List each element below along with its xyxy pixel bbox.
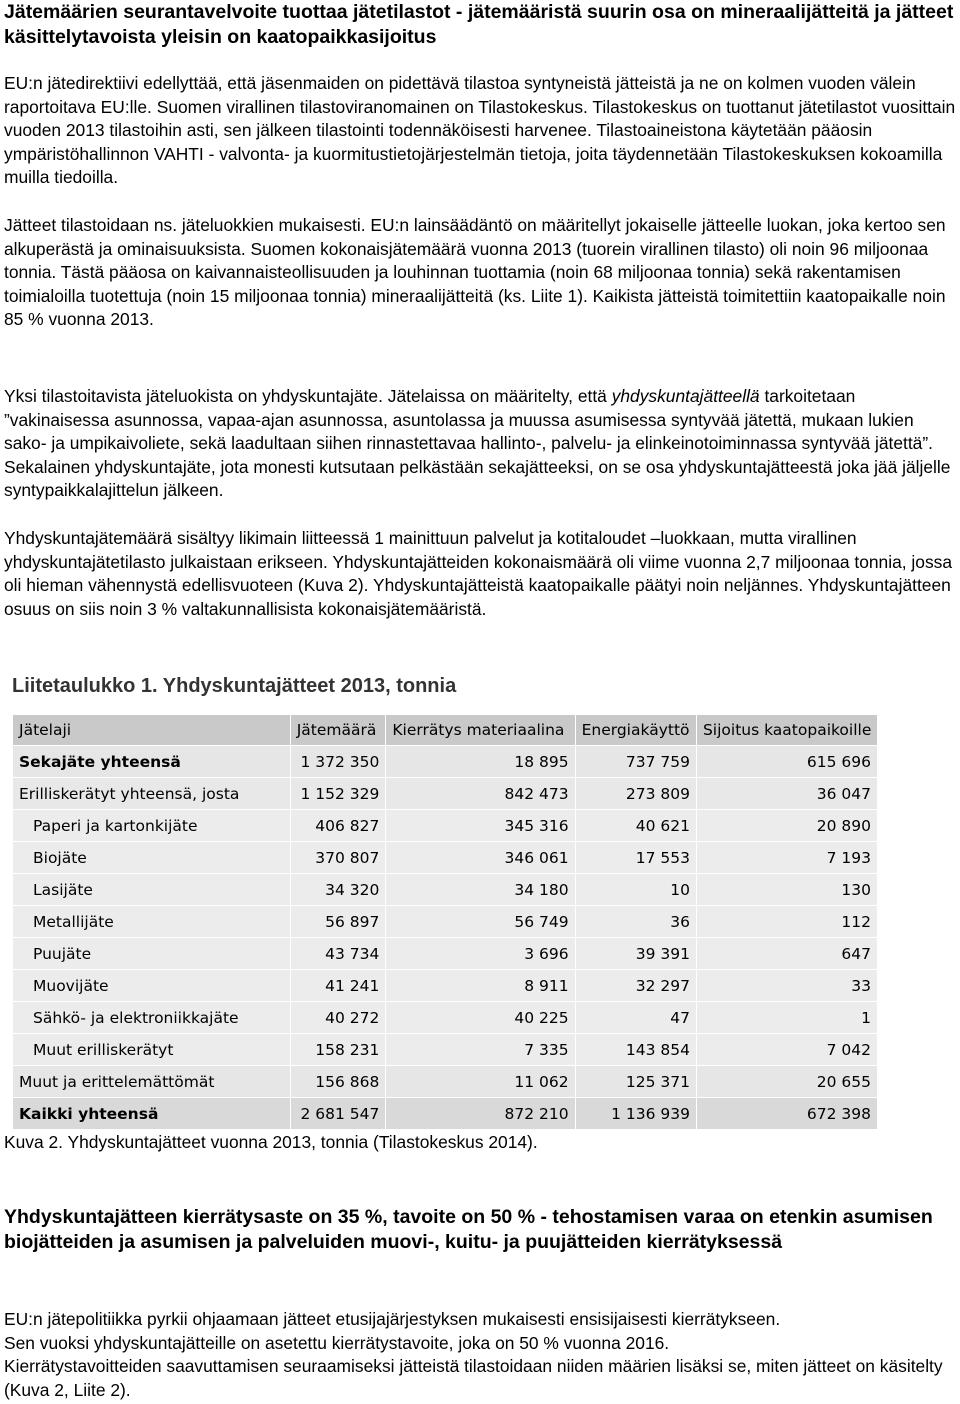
cell-recycling: 8 911 <box>386 970 575 1002</box>
cell-landfill: 112 <box>696 906 877 938</box>
cell-landfill: 7 193 <box>696 842 877 874</box>
cell-waste-type: Muut erilliskerätyt <box>13 1034 291 1066</box>
cell-energy-use: 36 <box>575 906 696 938</box>
cell-landfill: 7 042 <box>696 1034 877 1066</box>
cell-waste-type: Muut ja erittelemättömät <box>13 1066 291 1098</box>
cell-recycling: 34 180 <box>386 874 575 906</box>
cell-landfill: 1 <box>696 1002 877 1034</box>
paragraph-eu-waste-policy <box>4 1308 956 1402</box>
cell-energy-use: 1 136 939 <box>575 1098 696 1130</box>
table-row <box>13 1098 878 1130</box>
cell-amount: 43 734 <box>290 938 386 970</box>
cell-waste-type: Kaikki yhteensä <box>13 1098 291 1130</box>
policy-line-2: Sen vuoksi yhdyskuntajätteille on asetettu kierrätystavoite, joka on 50 % vuonna 2016. <box>4 1332 670 1353</box>
cell-energy-use: 39 391 <box>575 938 696 970</box>
header-recycling: Kierrätys materiaalina <box>386 715 575 746</box>
cell-waste-type: Paperi ja kartonkijäte <box>13 810 291 842</box>
cell-landfill: 20 890 <box>696 810 877 842</box>
table-row <box>13 906 878 938</box>
cell-landfill: 130 <box>696 874 877 906</box>
cell-amount: 1 372 350 <box>290 746 386 778</box>
table-row <box>13 874 878 906</box>
policy-line-1: EU:n jätepolitiikka pyrkii ohjaamaan jätteet etusijajärjestyksen mukaisesti ensisijaisesti kierrätykseen. <box>4 1309 781 1329</box>
figure-caption: Kuva 2. Yhdyskuntajätteet vuonna 2013, tonnia (Tilastokeskus 2014). <box>4 1132 538 1152</box>
cell-recycling: 872 210 <box>386 1098 575 1130</box>
table-row <box>13 970 878 1002</box>
cell-recycling: 345 316 <box>386 810 575 842</box>
cell-landfill: 615 696 <box>696 746 877 778</box>
policy-line-3: Kierrätystavoitteiden saavuttamisen seuraamiseksi jätteistä tilastoidaan niiden määrien lisäksi se, miten jätteet on käsitelty (Kuva 2, Liite 2). <box>4 1356 943 1400</box>
cell-recycling: 346 061 <box>386 842 575 874</box>
table-row <box>13 810 878 842</box>
table-title: Liitetaulukko 1. Yhdyskuntajätteet 2013, tonnia <box>12 675 457 697</box>
cell-recycling: 11 062 <box>386 1066 575 1098</box>
section-heading-waste-statistics: Jätemäärien seurantavelvoite tuottaa jätetilastot - jätemääristä suurin osa on mineraalijätteitä ja jätteet käsittelytavoista yleisin on kaatopaikkasijoitus <box>4 1 954 48</box>
cell-recycling: 7 335 <box>386 1034 575 1066</box>
table-row <box>13 1002 878 1034</box>
table-row <box>13 778 878 810</box>
cell-amount: 34 320 <box>290 874 386 906</box>
cell-waste-type: Muovijäte <box>13 970 291 1002</box>
table-row <box>13 938 878 970</box>
cell-landfill: 33 <box>696 970 877 1002</box>
cell-amount: 1 152 329 <box>290 778 386 810</box>
header-energy-use: Energiakäyttö <box>575 715 696 746</box>
cell-amount: 156 868 <box>290 1066 386 1098</box>
cell-landfill: 20 655 <box>696 1066 877 1098</box>
cell-waste-type: Sekajäte yhteensä <box>13 746 291 778</box>
header-landfill: Sijoitus kaatopaikoille <box>696 715 877 746</box>
cell-energy-use: 17 553 <box>575 842 696 874</box>
table-header-row <box>13 715 878 746</box>
cell-energy-use: 143 854 <box>575 1034 696 1066</box>
cell-waste-type: Metallijäte <box>13 906 291 938</box>
paragraph-municipal-waste-definition <box>4 385 956 503</box>
header-waste-type: Jätelaji <box>13 715 291 746</box>
paragraph-text-before: Yksi tilastoitavista jäteluokista on yhdyskuntajäte. Jätelaissa on määritelty, että <box>4 386 612 406</box>
cell-amount: 370 807 <box>290 842 386 874</box>
paragraph-text-after: tarkoitetaan ”vakinaisessa asunnossa, vapaa-ajan asunnossa, asuntolassa ja muussa asumisessa syntyvää jätettä, mukaan lukien sako- ja umpikaivoliete, sekä laadultaan siihen rinnastettavaa hallinto-, palvelu- ja elinkeinotoiminnassa syntyvää jätettä”. Sekalainen yhdyskuntajäte, jota monesti kutsutaan pelkästään sekajätteeksi, on se osa yhdyskuntajätteestä joka jää jäljelle syntypaikkalajittelun jälkeen. <box>4 386 951 501</box>
cell-waste-type: Puujäte <box>13 938 291 970</box>
table-row <box>13 746 878 778</box>
cell-waste-type: Sähkö- ja elektroniikkajäte <box>13 1002 291 1034</box>
cell-energy-use: 737 759 <box>575 746 696 778</box>
cell-energy-use: 125 371 <box>575 1066 696 1098</box>
paragraph-waste-classes: Jätteet tilastoidaan ns. jäteluokkien mukaisesti. EU:n lainsäädäntö on määritellyt jokaiselle jätteelle luokan, joka kertoo sen alkuperästä ja ominaisuuksista. Suomen kokonaisjätemäärä vuonna 2013 (tuorein virallinen tilasto) oli noin 96 miljoonaa tonnia. Tästä pääosa on kaivannaisteollisuuden ja louhinnan tuottamia (noin 68 miljoonaa tonnia) sekä rakentamisen toimialoilla tuotettuja (noin 15 miljoonaa tonnia) mineraalijätteitä (ks. Liite 1). Kaikista jätteistä toimitettiin kaatopaikalle noin 85 % vuonna 2013. <box>4 215 946 330</box>
table-body <box>13 746 878 1130</box>
cell-landfill: 647 <box>696 938 877 970</box>
cell-energy-use: 40 621 <box>575 810 696 842</box>
table-row <box>13 1034 878 1066</box>
cell-landfill: 36 047 <box>696 778 877 810</box>
cell-energy-use: 273 809 <box>575 778 696 810</box>
cell-energy-use: 47 <box>575 1002 696 1034</box>
paragraph-eu-directive: EU:n jätedirektiivi edellyttää, että jäsenmaiden on pidettävä tilastoa syntyneistä jätteistä ja ne on kolmen vuoden välein raportoitava EU:lle. Suomen virallinen tilastoviranomainen on Tilastokeskus. Tilastokeskus on tuottanut jätetilastot vuosittain vuoden 2013 tilastoihin asti, sen jälkeen tilastointi todennäköisesti harvenee. Tilastoaineistona käytetään pääosin ympäristöhallinnon VAHTI - valvonta- ja kuormitustietojärjestelmän tietoja, joita täydennetään Tilastokeskuksen kokoamilla muilla tiedoilla. <box>4 73 956 188</box>
cell-waste-type: Biojäte <box>13 842 291 874</box>
table-row <box>13 1066 878 1098</box>
cell-recycling: 3 696 <box>386 938 575 970</box>
paragraph-municipal-waste-amount: Yhdyskuntajätemäärä sisältyy likimain liitteessä 1 mainittuun palvelut ja kotitaloudet –luokkaan, mutta virallinen yhdyskuntajätetilasto julkaistaan erikseen. Yhdyskuntajätteiden kokonaismäärä oli viime vuonna 2,7 miljoonaa tonnia, jossa oli hieman vähennystä edellisvuoteen (Kuva 2). Yhdyskuntajätteistä kaatopaikalle päätyi noin neljännes. Yhdyskuntajätteen osuus on siis noin 3 % valtakunnallisista kokonaisjätemääristä. <box>4 528 953 619</box>
cell-energy-use: 10 <box>575 874 696 906</box>
emphasized-term: yhdyskuntajätteellä <box>611 386 760 406</box>
table-row <box>13 842 878 874</box>
cell-recycling: 842 473 <box>386 778 575 810</box>
cell-recycling: 56 749 <box>386 906 575 938</box>
cell-energy-use: 32 297 <box>575 970 696 1002</box>
cell-waste-type: Lasijäte <box>13 874 291 906</box>
cell-recycling: 40 225 <box>386 1002 575 1034</box>
municipal-waste-table <box>12 714 878 1130</box>
cell-amount: 40 272 <box>290 1002 386 1034</box>
cell-waste-type: Erilliskerätyt yhteensä, josta <box>13 778 291 810</box>
cell-amount: 56 897 <box>290 906 386 938</box>
cell-landfill: 672 398 <box>696 1098 877 1130</box>
cell-amount: 406 827 <box>290 810 386 842</box>
header-amount: Jätemäärä <box>290 715 386 746</box>
cell-amount: 2 681 547 <box>290 1098 386 1130</box>
cell-recycling: 18 895 <box>386 746 575 778</box>
cell-amount: 158 231 <box>290 1034 386 1066</box>
section-heading-recycling-rate: Yhdyskuntajätteen kierrätysaste on 35 %, tavoite on 50 % - tehostamisen varaa on etenkin asumisen biojätteiden ja asumisen ja palveluiden muovi-, kuitu- ja puujätteiden kierrätyksessä <box>4 1206 933 1253</box>
cell-amount: 41 241 <box>290 970 386 1002</box>
